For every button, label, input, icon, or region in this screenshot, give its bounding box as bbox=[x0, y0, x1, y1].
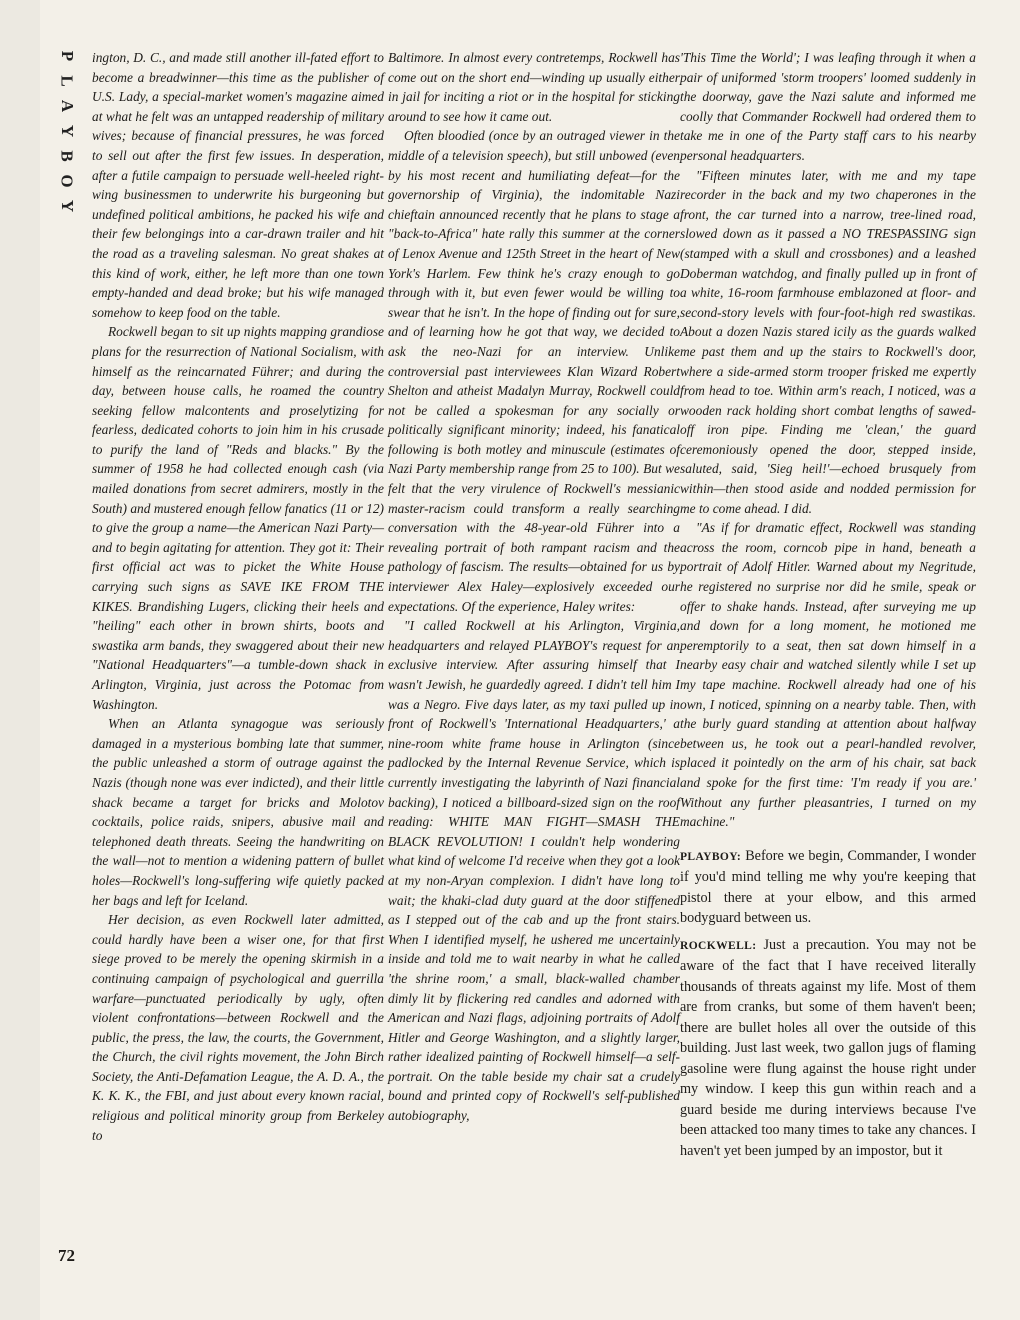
interview-question bbox=[680, 846, 976, 929]
paragraph: 'This Time the World'; I was leafing through it when a pair of uniformed 'storm troopers' loomed suddenly in the doorway, gave the Nazi salute and informed me coolly that Commander Rockwell had ordered them to take me in one of the Party staff cars to his nearby personal headquarters. bbox=[680, 50, 976, 163]
interview-text: Just a precaution. You may not be aware of the fact that I have received literally thousands of threats against my life. Most of them are from cranks, but some of them haven't been; there are bullet holes all over the outside of this building. Just last week, two gallon jugs of flaming gasoline were flung against the house right under my window. I keep this gun within reach and a guard beside me during interviews because I've been attacked too many times to take any chances. I haven't yet been jumped by an impostor, but it bbox=[680, 936, 976, 1159]
running-head-letter: B bbox=[58, 150, 77, 162]
paragraph: When an Atlanta synagogue was seriously damaged in a mysterious bombing late that summer, the public unleashed a storm of outrage against the Nazis (though none was ever indicted), and their little shack became a target for bricks and Molotov cocktails, police raids, snipers, abusive mail and telephoned death threats. Seeing the handwriting on the wall—not to mention a widening pattern of bullet holes—Rockwell's long-suffering wife quietly packed her bags and left for Iceland. bbox=[92, 716, 384, 908]
running-head-playboy bbox=[56, 46, 78, 216]
text-column-2 bbox=[388, 48, 680, 1126]
text-column-3 bbox=[680, 48, 976, 1161]
interview-answer bbox=[680, 935, 976, 1162]
paragraph: "I called Rockwell at his Arlington, Virginia, headquarters and relayed PLAYBOY's request for an exclusive interview. After assuring himself that I wasn't Jewish, he guardedly agreed. I didn't tell him I was a Negro. Five days later, as my taxi pulled up in front of Rockwell's 'International Headquarters,' a nine-room white frame house in Arlington (since padlocked by the Internal Revenue Service, which is currently investigating the labyrinth of Nazi financial backing), I noticed a billboard-sized sign on the roof reading: WHITE MAN FIGHT—SMASH THE BLACK REVOLUTION! I couldn't help wondering what kind of welcome I'd receive when they got a look at my non-Aryan complexion. I didn't have long to wait; the khaki-clad duty guard at the door stiffened as I stepped out of the cab and up the front stairs. When I identified myself, he ushered me uncertainly inside and told me to wait nearby in what he called 'the shrine room,' a small, black-walled chamber dimly lit by flickering red candles and adorned with American and Nazi flags, adjoining portraits of Adolf Hitler and George Washington, and a slightly larger, rather idealized painting of Rockwell himself—a self-portrait. On the table beside my chair sat a crudely bound and printed copy of Rockwell's self-published autobiography, bbox=[388, 618, 680, 1124]
paragraph: Often bloodied (once by an outraged viewer in the middle of a television speech), but still unbowed (even by his most recent and humiliating defeat—for the governorship of Virginia), the indomitable Nazi chieftain announced recently that he plans to stage a "back-to-Africa" hate rally this summer at the corner of Lenox Avenue and 125th Street in the heart of New York's Harlem. Few think he's crazy enough to go through with it, but even fewer would be willing to swear that he isn't. In the hope of finding out for sure, and of learning how he got that way, we decided to ask the neo-Nazi for an interview. Unlike controversial past interviewees Klan Wizard Robert Shelton and atheist Madalyn Murray, Rockwell could not be called a spokesman for any socially or politically significant minority; indeed, his fanatical following is both motley and minuscule (estimates of Nazi Party membership range from 25 to 100). But we felt that the very virulence of Rockwell's messianic master-racism could transform a really searching conversation with the 48-year-old Führer into a revealing portrait of both rampant racism and the pathology of fascism. The results—obtained for us by interviewer Alex Haley—explosively exceeded our expectations. Of the experience, Haley writes: bbox=[388, 128, 680, 614]
interview-text: Before we begin, Commander, I wonder if you'd mind telling me why you're keeping that pistol there at your elbow, and this armed bodyguard between us. bbox=[680, 847, 976, 927]
running-head-letter: Y bbox=[58, 199, 77, 213]
speaker-label: PLAYBOY: bbox=[680, 850, 742, 863]
paragraph: Rockwell began to sit up nights mapping grandiose plans for the resurrection of National Socialism, with himself as the reincarnated Führer; and during the day, between house calls, he roamed the country seeking fellow malcontents and proselytizing for fearless, dedicated cohorts to join him in his crusade to purify the land of "Reds and blacks." By the summer of 1958 he had collected enough cash (via mailed donations from secret admirers, mostly in the South) and mustered enough fellow fanatics (11 or 12) to give the group a name—the American Nazi Party—and to begin agitating for attention. They got it: Their first official act was to picket the White House carrying such signs as SAVE IKE FROM THE KIKES. Brandishing Lugers, clicking their heels and "heiling" each other in brown shirts, boots and swastika arm bands, they swaggered about their new "National Headquarters"—a tumble-down shack in Arlington, Virginia, just across the Potomac from Washington. bbox=[92, 324, 384, 712]
paragraph: Her decision, as even Rockwell later admitted, could hardly have been a wiser one, for that first siege proved to be merely the opening skirmish in a continuing campaign of psychological and guerrilla warfare—punctuated periodically by ugly, often violent confrontations—between Rockwell and the public, the press, the law, the courts, the Government, the Church, the civil rights movement, the John Birch Society, the Anti-Defamation League, the A. D. A., the K. K. K., the FBI, and just about every known racial, religious and political minority group from Berkeley to bbox=[92, 912, 384, 1143]
paragraph: "Fifteen minutes later, with me and my tape recorder in the back and my two chaperones in the front, the car turned into a narrow, tree-lined road, slowed down as it passed a NO TRESPASSING sign (stamped with a skull and crossbones) and a leashed Doberman watchdog, and finally pulled up in front of a white, 16-room farmhouse emblazoned at floor- and second-story levels with four-foot-high red swastikas. About a dozen Nazis stared icily as the guards walked me past them and up the stairs to Rockwell's door, where a side-armed storm trooper frisked me expertly from head to toe. Within arm's reach, I noticed, was a wooden rack holding short combat lengths of sawed-off iron pipe. Finding me 'clean,' the guard ceremoniously opened the door, stepped inside, saluted, said, 'Sieg heil!'—echoed brusquely from within—then stood aside and nodded permission for me to come ahead. I did. bbox=[680, 167, 976, 516]
paragraph: "As if for dramatic effect, Rockwell was standing across the room, corncob pipe in hand, beneath a portrait of Adolf Hitler. Warned about my Negritude, he registered no surprise nor did he smile, speak or offer to shake hands. Instead, after surveying me up and down for a long moment, he motioned me peremptorily to a seat, then sat down himself in a nearby easy chair and watched silently while I set up my tape machine. Rockwell already had one of his own, I noticed, spinning on a nearby table. Then, with the burly guard standing at attention about halfway between us, he took out a pearl-handled revolver, placed it pointedly on the arm of his chair, sat back and spoke for the first time: 'I'm ready if you are.' Without any further pleasantries, I turned on my machine." bbox=[680, 520, 976, 830]
paragraph: Baltimore. In almost every contretemps, Rockwell has come out on the short end—winding up usually either in jail for inciting a riot or in the hospital for sticking around to see how it came out. bbox=[388, 50, 680, 124]
running-head-letter: L bbox=[58, 75, 77, 87]
paragraph: ington, D. C., and made still another ill-fated effort to become a breadwinner—this time as the publisher of U.S. Lady, a special-market women's magazine aimed at what he felt was an untapped readership of military wives; because of financial pressures, he was forced to sell out after the first few issues. In desperation, after a futile campaign to persuade well-heeled right-wing businessmen to underwrite his burgeoning but undefined political ambitions, he packed his wife and their few belongings into a car-drawn trailer and hit the road as a traveling salesman. No great shakes at this kind of work, either, he left more than one town empty-handed and dead broke; but his wife managed somehow to keep food on the table. bbox=[92, 50, 384, 320]
running-head-letter: O bbox=[57, 174, 77, 188]
magazine-page bbox=[40, 0, 1020, 1320]
running-head-letter: A bbox=[58, 99, 77, 113]
running-head-letter: Y bbox=[58, 124, 77, 138]
speaker-label: ROCKWELL: bbox=[680, 939, 757, 952]
text-column-1 bbox=[92, 48, 384, 1145]
page-number: 72 bbox=[58, 1246, 75, 1265]
running-head-letter: P bbox=[57, 50, 77, 62]
